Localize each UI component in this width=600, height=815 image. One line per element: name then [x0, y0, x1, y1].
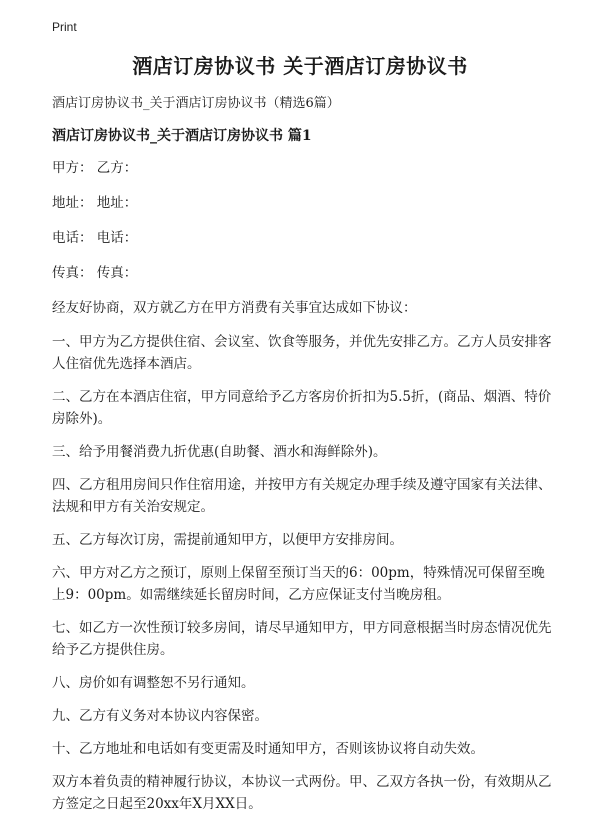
print-link[interactable]: Print: [52, 20, 77, 34]
clause-2: 二、乙方在本酒店住宿，甲方同意给予乙方客房价折扣为5.5折，(商品、烟酒、特价房除外)。: [52, 389, 552, 427]
clause-1: 一、甲方为乙方提供住宿、会议室、饮食等服务，并优先安排乙方。乙方人员安排客人住宿优先选择本酒店。: [52, 334, 552, 372]
intro-paragraph: 经友好协商，双方就乙方在甲方消费有关事宜达成如下协议：: [52, 300, 417, 316]
fax-field-row: 传真： 传真：: [52, 265, 138, 281]
clause-6: 六、甲方对乙方之预订，原则上保留至预订当天的6：00pm，特殊情况可保留至晚上9：00pm。如需继续延长留房时间，乙方应保证支付当晚房租。: [52, 565, 545, 603]
document-subtitle: 酒店订房协议书_关于酒店订房协议书（精选6篇）: [52, 96, 340, 111]
clause-10: 十、乙方地址和电话如有变更需及时通知甲方，否则该协议将自动失效。: [52, 741, 484, 757]
phone-field-row: 电话： 电话：: [52, 230, 138, 246]
clause-4: 四、乙方租用房间只作住宿用途，并按甲方有关规定办理手续及遵守国家有关法律、法规和甲方有关治安规定。: [52, 477, 552, 515]
document-title: 酒店订房协议书 关于酒店订房协议书: [132, 54, 468, 78]
party-field-row: 甲方： 乙方：: [52, 160, 138, 176]
clause-7: 七、如乙方一次性预订较多房间，请尽早通知甲方，甲方同意根据当时房态情况优先给予乙方提供住房。: [52, 620, 552, 658]
section-heading: 酒店订房协议书_关于酒店订房协议书 篇1: [52, 128, 312, 144]
document-body: [52, 157, 552, 815]
closing-paragraph: 双方本着负责的精神履行协议，本协议一式两份。甲、乙双方各执一份，有效期从乙方签定之日起至20xx年X月XX日。: [52, 774, 552, 812]
clause-8: 八、房价如有调整恕不另行通知。: [52, 675, 255, 691]
clause-3: 三、给予用餐消费九折优惠(自助餐、酒水和海鲜除外)。: [52, 444, 387, 460]
clause-9: 九、乙方有义务对本协议内容保密。: [52, 708, 268, 724]
address-field-row: 地址： 地址：: [52, 195, 138, 211]
clause-5: 五、乙方每次订房，需提前通知甲方，以便甲方安排房间。: [52, 532, 403, 548]
